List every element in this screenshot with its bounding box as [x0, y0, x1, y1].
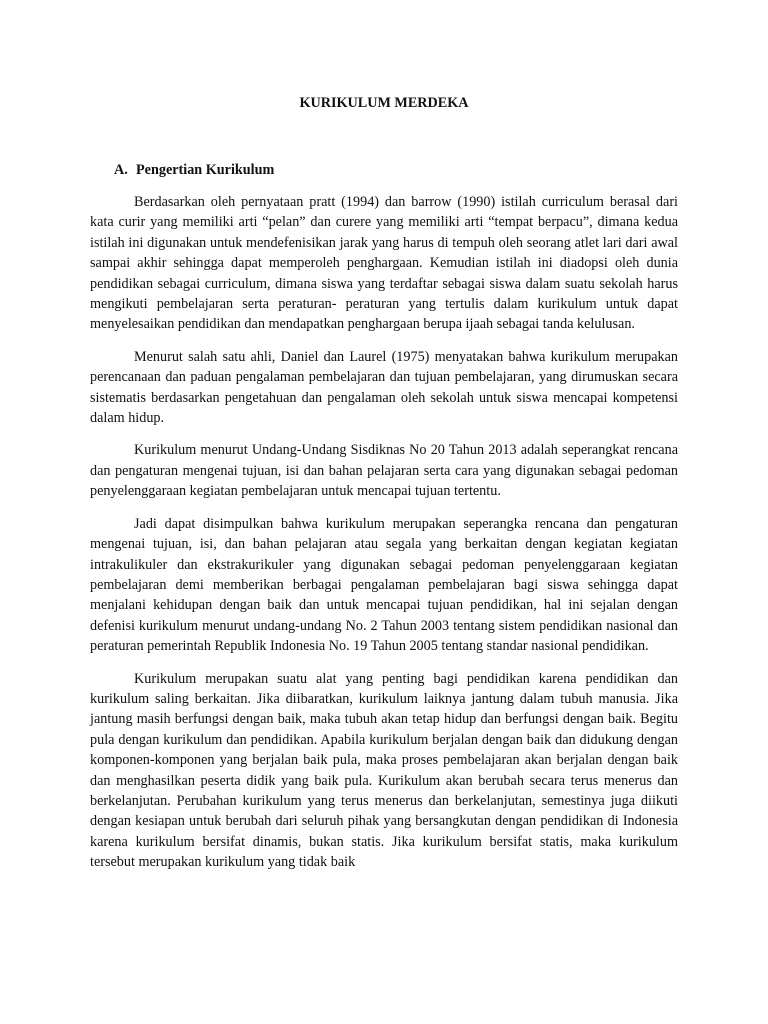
paragraph-5: Kurikulum merupakan suatu alat yang penting bagi pendidikan karena pendidikan dan kurikulum saling berkaitan. Jika diibaratkan, kurikulum laiknya jantung dalam tubuh manusia. Jika jantung masih berfungsi dengan baik, maka tubuh akan tetap hidup dan berfungsi dengan baik. Begitu pula dengan kurikulum dan pendidikan. Apabila kurikulum berjalan dengan baik dan didukung dengan komponen-komponen yang berjalan baik pula, maka proses pembelajaran akan berjalan dengan baik dan menghasilkan peserta didik yang baik pula. Kurikulum akan berubah secara terus menerus dan berkelanjutan. Perubahan kurikulum yang terus menerus dan berkelanjutan, semestinya juga diikuti dengan kesiapan untuk berubah dari seluruh pihak yang bersangkutan dengan pendidikan di Indonesia karena kurikulum bersifat dinamis, bukan statis. Jika kurikulum bersifat statis, maka kurikulum tersebut merupakan kurikulum yang tidak baik — [90, 670, 678, 871]
paragraph-3: Kurikulum menurut Undang-Undang Sisdiknas No 20 Tahun 2013 adalah seperangkat rencana dan pengaturan mengenai tujuan, isi dan bahan pelajaran serta cara yang digunakan sebagai pedoman penyelenggaraan kegiatan pembelajaran untuk mencapai tujuan tertentu. — [90, 442, 678, 500]
section-heading — [114, 160, 274, 180]
body-text — [90, 192, 678, 885]
paragraph-2: Menurut salah satu ahli, Daniel dan Laurel (1975) menyatakan bahwa kurikulum merupakan perencanaan dan paduan pengalaman pembelajaran dan tujuan pembelajaran, yang dirumuskan secara sistematis berdasarkan pengetahuan dan pengalaman oleh sekolah untuk siswa mencapai kompetensi dalam hidup. — [90, 348, 678, 427]
section-heading-text: Pengertian Kurikulum — [136, 162, 275, 178]
paragraph-4: Jadi dapat disimpulkan bahwa kurikulum merupakan seperangka rencana dan pengaturan mengenai tujuan, isi, dan bahan pelajaran atau segala yang berkaitan dengan kegiatan kegiatan intrakulikuler dan ekstrakurikuler yang digunakan sebagai pedoman penyelenggaraan kegiatan pembelajaran demi memberikan berbagai pengalaman pembelajaran bagi siswa sehingga dapat menjalani kehidupan dengan baik dan untuk mencapai tujuan pendidikan, hal ini sejalan dengan defenisi kurikulum menurut undang-undang No. 2 Tahun 2003 tentang sistem pendidikan nasional dan peraturan pemerintah Republik Indonesia No. 19 Tahun 2005 tentang standar nasional pendidikan. — [90, 515, 678, 655]
document-title: KURIKULUM MERDEKA — [299, 95, 469, 111]
paragraph-1: Berdasarkan oleh pernyataan pratt (1994) dan barrow (1990) istilah curriculum berasal dari kata curir yang memiliki arti “pelan” dan curere yang memiliki arti “tempat berpacu”, dimana kedua istilah ini digunakan untuk mendefenisikan jarak yang harus di tempuh oleh seorang atlet lari dari awal sampai akhir sehingga dapat memperoleh penghargaan. Kemudian istilah ini diadopsi oleh dunia pendidikan sebagai curriculum, dimana siswa yang terdaftar sebagai siswa dalam suatu sekolah harus mengikuti pembelajaran serta peraturan- peraturan yang tertulis dalam kurikulum untuk dapat menyelesaikan pendidikan dan mendapatkan penghargaan berupa ijaah sebagai tanda kelulusan. — [90, 194, 678, 333]
section-marker: A. — [114, 162, 128, 178]
